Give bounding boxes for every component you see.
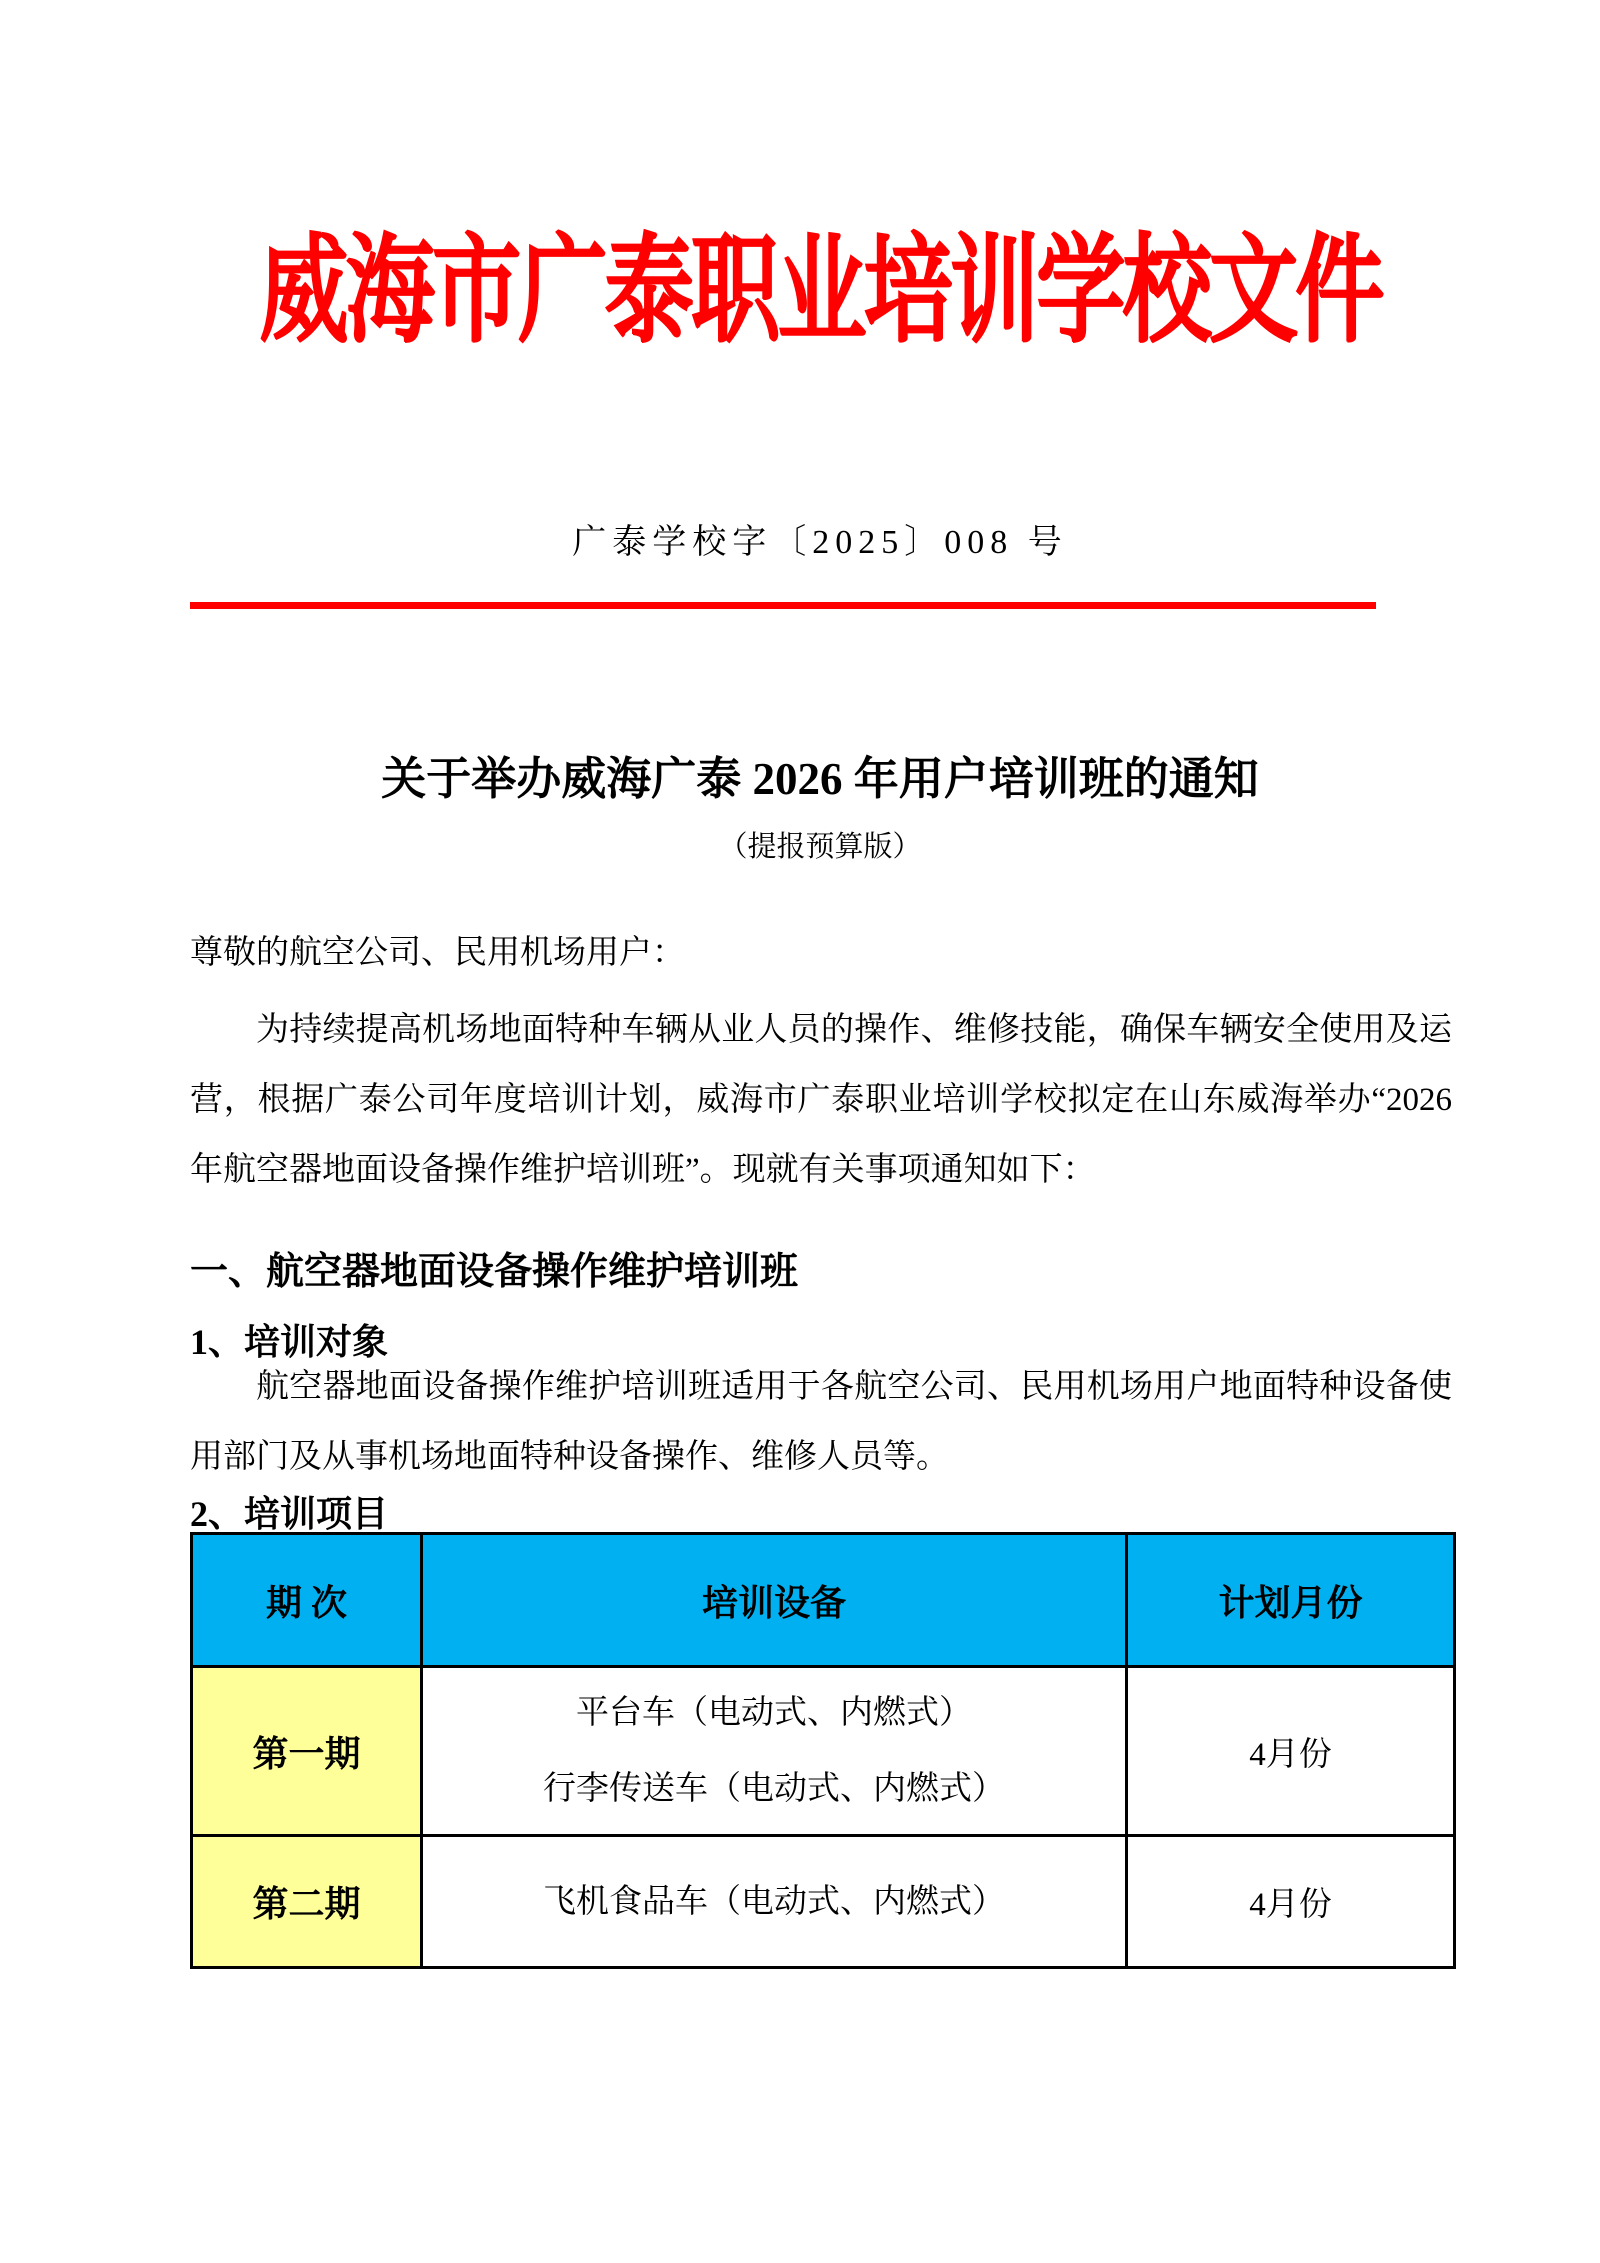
training-audience-paragraph: 航空器地面设备操作维护培训班适用于各航空公司、民用机场用户地面特种设备使用部门及从事机场地面特种设备操作、维修人员等。 [190,1369,1452,1475]
banner-title: 威海市广泰职业培训学校文件 [258,225,1382,356]
col-header-month: 计划月份 [1127,1534,1455,1667]
equipment-item: 行李传送车（电动式、内燃式） [543,1771,1005,1807]
training-items-heading: 2、培训项目 [190,1494,389,1534]
col-header-period: 期 次 [192,1534,422,1667]
table-row-period-2 [192,1836,1455,1968]
notice-subtitle: （提报预算版） [718,831,922,863]
period-cell: 第二期 [192,1836,422,1968]
month-cell: 4月份 [1127,1836,1455,1968]
section-1-heading: 一、航空器地面设备操作维护培训班 [190,1251,799,1293]
month-cell: 4月份 [1127,1667,1455,1836]
equipment-cell [422,1836,1127,1968]
red-divider-line [190,602,1376,609]
salutation: 尊敬的航空公司、民用机场用户： [190,935,685,971]
intro-paragraph: 为持续提高机场地面特种车辆从业人员的操作、维修技能，确保车辆安全使用及运营，根据广泰公司年度培训计划，威海市广泰职业培训学校拟定在山东威海举办“2026 年航空器地面设备操作维护培训班”。现就有关事项通知如下： [190,1012,1452,1188]
table-header-row [192,1534,1455,1667]
equipment-cell [422,1667,1127,1836]
equipment-item: 平台车（电动式、内燃式） [576,1695,972,1731]
training-audience-heading: 1、培训对象 [190,1322,389,1362]
col-header-equipment: 培训设备 [422,1534,1127,1667]
training-schedule-table [190,1532,1456,1969]
equipment-item: 飞机食品车（电动式、内燃式） [543,1883,1005,1920]
doc-number: 广泰学校字〔2025〕008 号 [572,524,1068,561]
notice-title: 关于举办威海广泰 2026 年用户培训班的通知 [381,754,1259,804]
period-cell: 第一期 [192,1667,422,1836]
table-row-period-1 [192,1667,1455,1836]
